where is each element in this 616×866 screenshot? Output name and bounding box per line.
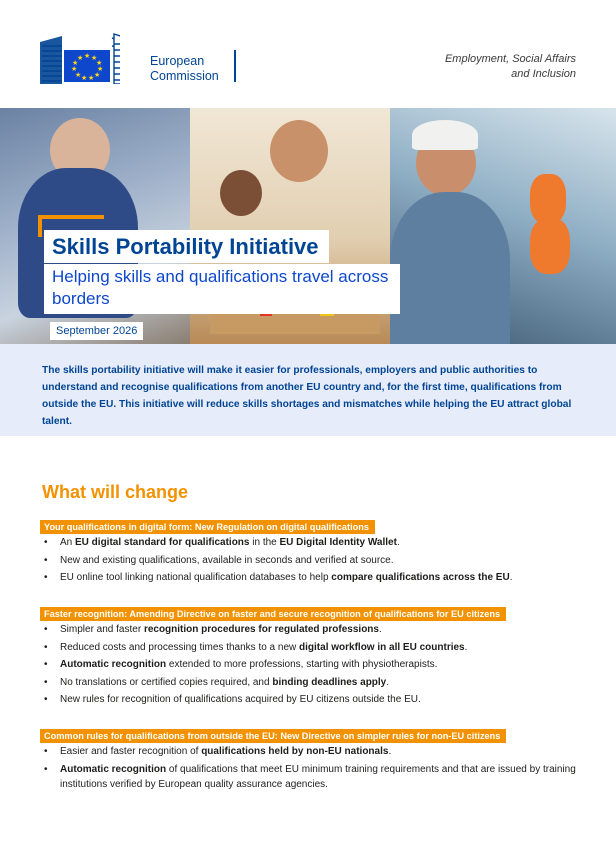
list-item: • Automatic recognition of qualifications that meet EU minimum training requirements and that are issued by training institutions verified by European quality assurance agencies. — [42, 762, 582, 792]
section-list-digital — [42, 535, 582, 588]
intro-panel — [0, 344, 616, 436]
list-item: • Simpler and faster recognition procedures for regulated professions. — [42, 622, 582, 637]
section-title-non-eu: Common rules for qualifications from outside the EU: New Directive on simpler rules for non-EU citizens — [40, 729, 506, 743]
dg-name-line1: Employment, Social Affairs — [444, 53, 576, 65]
list-item: • New and existing qualifications, available in seconds and verified at source. — [42, 553, 582, 568]
list-item: • An EU digital standard for qualifications in the EU Digital Identity Wallet. — [42, 535, 582, 550]
page-subtitle: Helping skills and qualifications travel across borders — [44, 264, 400, 314]
dg-name-line2: and Inclusion — [511, 68, 576, 80]
dg-name — [445, 52, 576, 82]
section-title-recognition: Faster recognition: Amending Directive on faster and secure recognition of qualifications for EU citizens — [40, 607, 506, 621]
page-title: Skills Portability Initiative — [52, 234, 319, 259]
intro-text: The skills portability initiative will make it easier for professionals, employers and public authorities to understand and recognise qualifications from another EU country and, for the first time, qualifications from outside the EU. This initiative will reduce skills shortages and mismatches while helping the EU attract global talent. — [42, 365, 572, 427]
section-heading: What will change — [42, 482, 189, 502]
title-box — [44, 230, 329, 263]
page-header — [0, 0, 616, 108]
hero-photo-technician — [390, 108, 616, 344]
eu-flag-icon: ★ ★ ★ ★ ★ ★ ★ ★ ★ ★ ★ — [64, 50, 110, 82]
section-list-recognition — [42, 622, 582, 710]
ec-logo — [40, 32, 240, 84]
list-item: • EU online tool linking national qualification databases to help compare qualifications across the EU. — [42, 570, 582, 585]
list-item: • Automatic recognition extended to more professions, starting with physiotherapists. — [42, 657, 582, 672]
logo-divider — [234, 50, 236, 82]
org-name — [150, 54, 219, 84]
publication-date: September 2026 — [50, 322, 143, 340]
list-item: • No translations or certified copies required, and binding deadlines apply. — [42, 675, 582, 690]
org-name-line2: Commission — [150, 69, 219, 83]
list-item: • Easier and faster recognition of qualifications held by non-EU nationals. — [42, 744, 582, 759]
list-item: • New rules for recognition of qualifications acquired by EU citizens outside the EU. — [42, 692, 582, 707]
org-name-line1: European — [150, 54, 205, 68]
section-title-digital: Your qualifications in digital form: New Regulation on digital qualifications — [40, 520, 375, 534]
section-list-non-eu — [42, 744, 582, 794]
list-item: • Reduced costs and processing times thanks to a new digital workflow in all EU countries. — [42, 640, 582, 655]
